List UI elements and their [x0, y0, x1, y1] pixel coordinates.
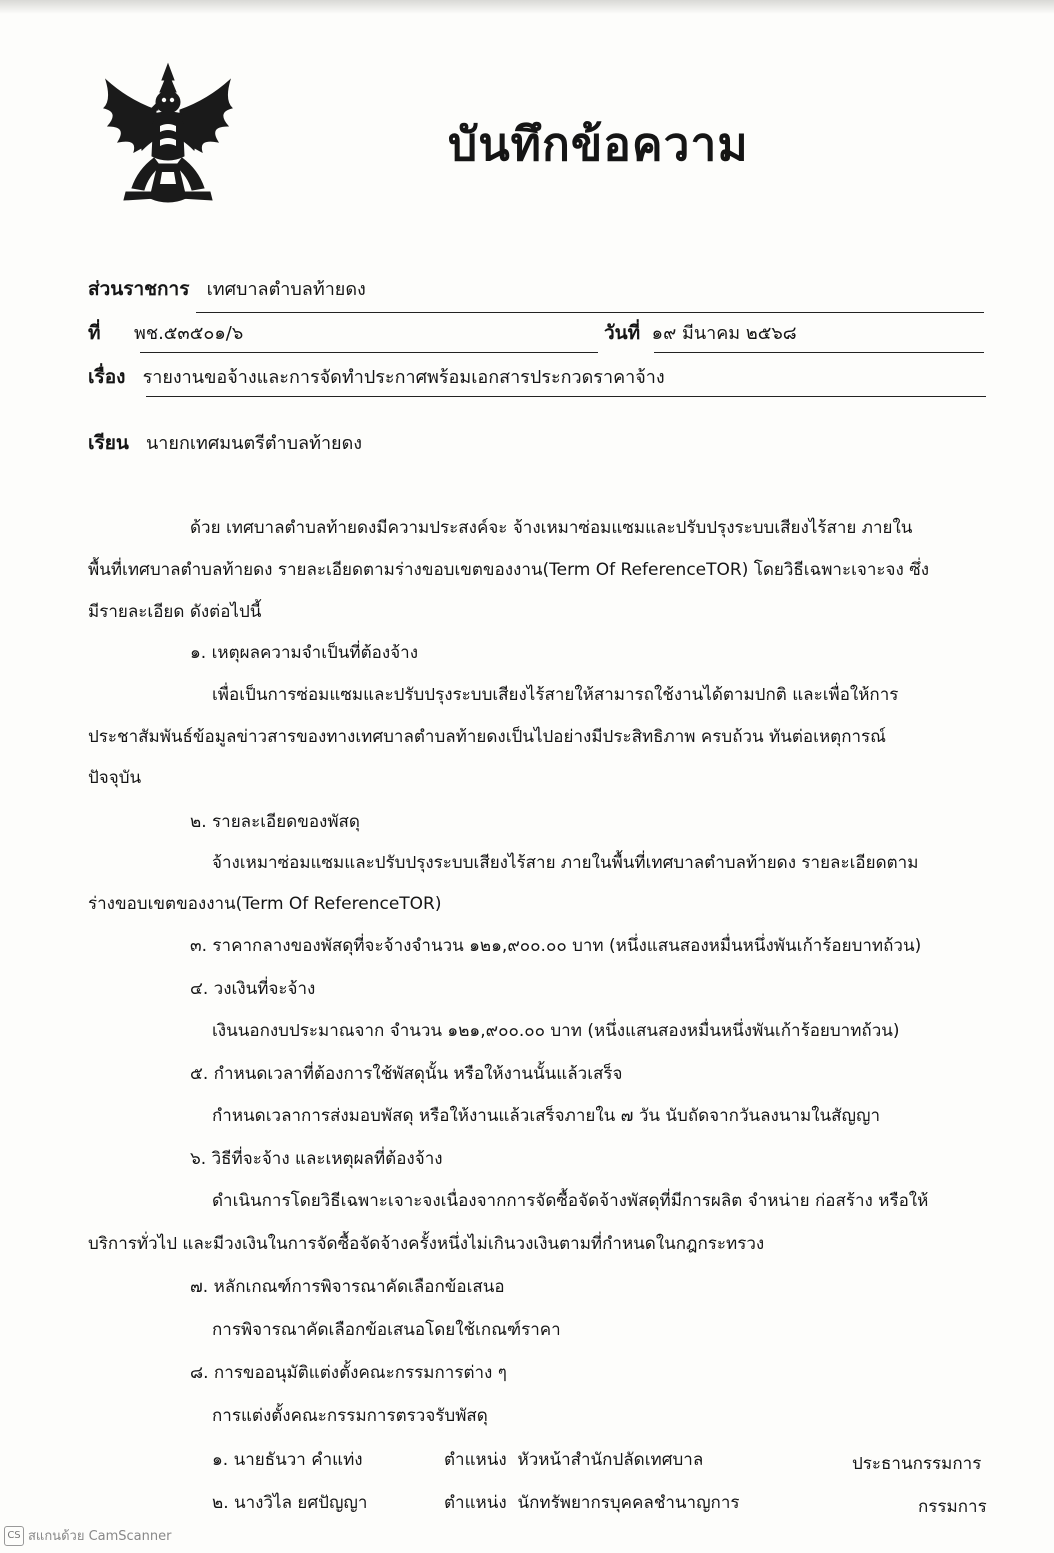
camscanner-logo-icon: CS: [4, 1526, 24, 1546]
to-row: [88, 428, 362, 458]
committee-1-position: [444, 1446, 703, 1473]
section-7-text: การพิจารณาคัดเลือกข้อเสนอโดยใช้เกณฑ์ราคา: [212, 1320, 561, 1340]
section-5-heading: ๕. กำหนดเวลาที่ต้องการใช้พัสดุนั้น หรือให้งานนั้นแล้วเสร็จ: [190, 1064, 623, 1084]
section-2-line-1: จ้างเหมาซ่อมแซมและปรับปรุงระบบเสียงไร้สาย ภายในพื้นที่เทศบาลตำบลท้ายดง รายละเอียดตาม: [212, 853, 919, 873]
intro-line-2: พื้นที่เทศบาลตำบลท้ายดง รายละเอียดตามร่างขอบเขตของงาน(Term Of ReferenceTOR) โดยวิธีเฉพาะเจาะจง ซึ่ง: [88, 560, 930, 580]
section-1-line-2: ประชาสัมพันธ์ข้อมูลข่าวสารของทางเทศบาลตำบลท้ายดงเป็นไปอย่างมีประสิทธิภาพ ครบถ้วน ทันต่อเหตุการณ์: [88, 727, 886, 747]
date-row: [604, 318, 797, 348]
section-5-text: กำหนดเวลาการส่งมอบพัสดุ หรือให้งานแล้วเสร็จภายใน ๗ วัน นับถัดจากวันลงนามในสัญญา: [212, 1106, 881, 1126]
ref-row: [88, 318, 243, 348]
to-label: เรียน: [88, 432, 129, 454]
camscanner-text: สแกนด้วย CamScanner: [28, 1529, 172, 1544]
committee-1-role: ประธานกรรมการ: [852, 1454, 982, 1474]
subject-label: เรื่อง: [88, 366, 126, 388]
committee-2-role: กรรมการ: [918, 1497, 987, 1517]
date-label: วันที่: [604, 322, 641, 344]
section-4-text: เงินนอกงบประมาณจาก จำนวน ๑๒๑,๙๐๐.๐๐ บาท (หนึ่งแสนสองหมื่นหนึ่งพันเก้าร้อยบาทถ้วน): [212, 1021, 900, 1041]
section-6-heading: ๖. วิธีที่จะจ้าง และเหตุผลที่ต้องจ้าง: [190, 1149, 443, 1169]
committee-2-position: [444, 1489, 740, 1516]
memo-title: บันทึกข้อความ: [448, 117, 749, 171]
section-4-heading: ๔. วงเงินที่จะจ้าง: [190, 979, 316, 999]
scan-edge-shadow: [0, 0, 1054, 14]
subject-row: [88, 362, 665, 392]
to-value: นายกเทศมนตรีตำบลท้ายดง: [146, 433, 363, 454]
section-3-heading: ๓. ราคากลางของพัสดุที่จะจ้างจำนวน ๑๒๑,๙๐๐.๐๐ บาท (หนึ่งแสนสองหมื่นหนึ่งพันเก้าร้อยบาทถ้วน): [190, 936, 922, 956]
ref-underline: [140, 352, 598, 353]
ref-label: ที่: [88, 322, 101, 344]
agency-label: ส่วนราชการ: [88, 278, 190, 300]
section-2-heading: ๒. รายละเอียดของพัสดุ: [190, 812, 360, 832]
agency-underline: [196, 312, 984, 313]
ref-value: พช.๕๓๕๐๑/๖: [134, 323, 244, 344]
section-6-line-1: ดำเนินการโดยวิธีเฉพาะเจาะจงเนื่องจากการจัดซื้อจัดจ้างพัสดุที่มีการผลิต จำหน่าย ก่อสร้าง หรือให้: [212, 1191, 929, 1211]
intro-line-1: ด้วย เทศบาลตำบลท้ายดงมีความประสงค์จะ จ้างเหมาซ่อมแซมและปรับปรุงระบบเสียงไร้สาย ภายใน: [190, 518, 913, 538]
committee-2-position-label: ตำแหน่ง: [444, 1493, 507, 1513]
section-1-line-1: เพื่อเป็นการซ่อมแซมและปรับปรุงระบบเสียงไร้สายให้สามารถใช้งานได้ตามปกติ และเพื่อให้การ: [212, 685, 899, 705]
intro-line-3: มีรายละเอียด ดังต่อไปนี้: [88, 602, 262, 622]
section-1-line-3: ปัจจุบัน: [88, 768, 142, 788]
camscanner-watermark: [4, 1525, 171, 1546]
date-value: ๑๙ มีนาคม ๒๕๖๘: [651, 323, 797, 344]
section-6-line-2: บริการทั่วไป และมีวงเงินในการจัดซื้อจัดจ้างครั้งหนึ่งไม่เกินวงเงินตามที่กำหนดในกฎกระทรวง: [88, 1234, 765, 1254]
section-2-line-2: ร่างขอบเขตของงาน(Term Of ReferenceTOR): [88, 894, 442, 914]
section-8-text: การแต่งตั้งคณะกรรมการตรวจรับพัสดุ: [212, 1406, 488, 1426]
section-1-heading: ๑. เหตุผลความจำเป็นที่ต้องจ้าง: [190, 643, 418, 663]
committee-1-position-value: หัวหน้าสำนักปลัดเทศบาล: [517, 1450, 704, 1470]
agency-row: [88, 274, 366, 304]
committee-1-name: ๑. นายธันวา คำแท่ง: [212, 1450, 363, 1470]
committee-1-position-label: ตำแหน่ง: [444, 1450, 507, 1470]
subject-value: รายงานขอจ้างและการจัดทำประกาศพร้อมเอกสารประกวดราคาจ้าง: [142, 367, 665, 388]
subject-underline: [146, 396, 986, 397]
date-underline: [654, 352, 984, 353]
committee-2-position-value: นักทรัพยากรบุคคลชำนาญการ: [517, 1493, 740, 1513]
section-7-heading: ๗. หลักเกณฑ์การพิจารณาคัดเลือกข้อเสนอ: [190, 1277, 505, 1297]
agency-value: เทศบาลตำบลท้ายดง: [206, 279, 366, 300]
garuda-emblem-icon: [98, 60, 238, 210]
committee-2-name: ๒. นางวิไล ยศปัญญา: [212, 1493, 368, 1513]
section-8-heading: ๘. การขออนุมัติแต่งตั้งคณะกรรมการต่าง ๆ: [190, 1363, 507, 1383]
